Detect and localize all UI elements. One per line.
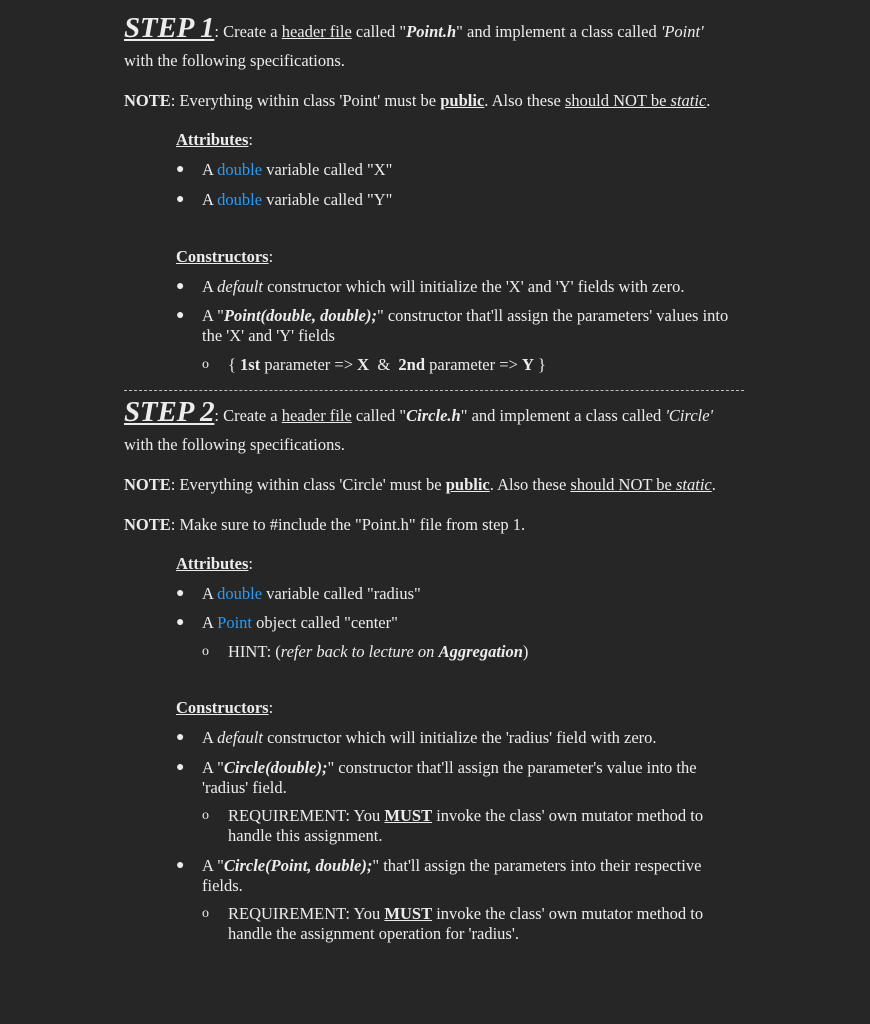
step1-title: STEP 1 xyxy=(124,12,215,44)
section-divider xyxy=(124,390,744,391)
step2-title: STEP 2 xyxy=(124,396,215,428)
document-page: STEP 1: Create a header file called "Point.h" and implement a class called 'Point' with the following specifications. NOTE: Everything within class 'Point' must be public. Also these should NOT be static. Attributes: ● A double variable called "X" ● A double variable called "Y" Constructors: ● A default constructor which will initialize the 'X' and 'Y' fields with zero. ● A "Point(double, double);" constructor that'll assign the parameters' values into the 'X' and 'Y' fields o { 1st parameter => X & 2nd parameter => Y } STEP 2: Create a header file called "Circle.h" and implement a class called 'Circle' with the following specifications. NOTE: Everything within class 'Circle' must be public. Also these should NOT be static. NOTE: Make sure to #include the "Point.h" file from step 1. Attributes: ● A double variable called "radius" ● A Point object called "center" o HINT: (refer back to lecture on Aggregation) Constructors: ● A default constructor which will initialize the 'radius' field with zero. ● A "Circle(double);" constructor that'll assign the parameter's value into the 'radius' field. o REQUIREMENT: You MUST invoke the class' own mutator method to handle this assignment. ● A "Circle(Point, double);" that'll assign the parameters into their respective fields. o REQUIREMENT: You MUST invoke the class' own mutator method to handle the assignment operation for 'radius'. xyxy=(0,0,870,1024)
step1-attributes-heading: Attributes: xyxy=(176,130,253,149)
step1-intro-line2: with the following specifications. xyxy=(124,51,345,70)
step2-include-note: NOTE: Make sure to #include the "Point.h" file from step 1. xyxy=(124,515,526,534)
step2-attributes-heading: Attributes: xyxy=(176,554,253,573)
step1-note: NOTE: Everything within class 'Point' must be public. Also these should NOT be static. xyxy=(124,91,711,110)
step2-heading: STEP 2: Create a header file called "Circle.h" and implement a class called 'Circle' xyxy=(124,396,714,428)
step1-constructors-heading: Constructors: xyxy=(176,247,274,266)
step1-heading: STEP 1: Create a header file called "Point.h" and implement a class called 'Point' xyxy=(124,12,704,44)
step2-note: NOTE: Everything within class 'Circle' must be public. Also these should NOT be static. xyxy=(124,475,716,494)
step2-constructors-heading: Constructors: xyxy=(176,698,274,717)
step2-intro-line2: with the following specifications. xyxy=(124,435,345,454)
